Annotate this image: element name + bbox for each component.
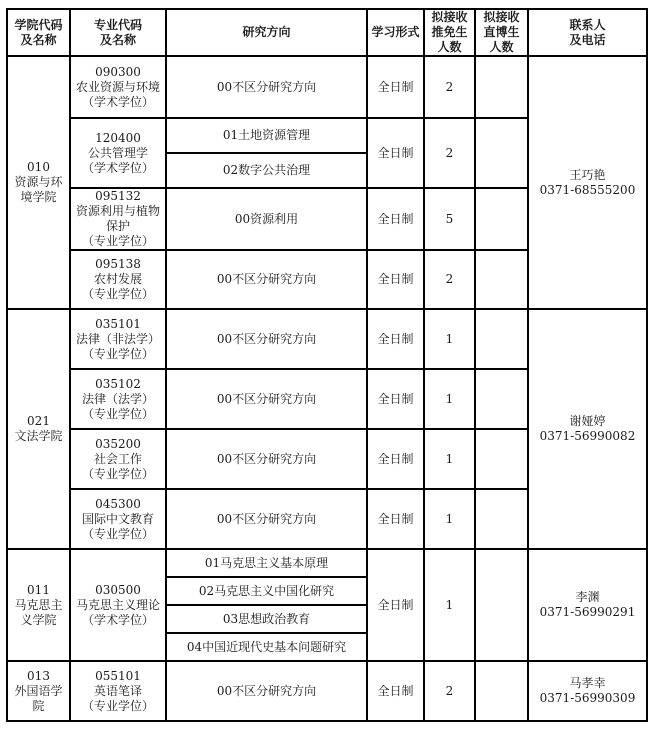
- exempt-count: 1: [424, 309, 475, 369]
- direction-cell: 00不区分研究方向: [166, 309, 367, 369]
- admission-table: [6, 8, 648, 722]
- exempt-count: 1: [424, 549, 475, 661]
- direction-cell: 01马克思主义基本原理: [166, 549, 367, 577]
- mode-cell: 全日制: [367, 118, 424, 188]
- exempt-count: 5: [424, 188, 475, 250]
- exempt-count: 1: [424, 429, 475, 489]
- college-cell: 010 资源与环 境学院: [7, 56, 70, 309]
- major-cell: 045300 国际中文教育 （专业学位）: [70, 489, 166, 549]
- college-cell: 013 外国语学 院: [7, 661, 70, 721]
- exempt-count: 1: [424, 489, 475, 549]
- college-cell: 011 马克思主 义学院: [7, 549, 70, 661]
- direct-phd-count: [475, 369, 528, 429]
- direction-cell: 00资源利用: [166, 188, 367, 250]
- major-cell: 120400 公共管理学 （学术学位）: [70, 118, 166, 188]
- direction-cell: 00不区分研究方向: [166, 661, 367, 721]
- table-row: [7, 309, 647, 369]
- table-row: [7, 661, 647, 721]
- contact-cell: 王巧艳 0371-68555200: [528, 56, 647, 309]
- direction-cell: 00不区分研究方向: [166, 489, 367, 549]
- header-college: 学院代码 及名称: [7, 9, 70, 56]
- mode-cell: 全日制: [367, 429, 424, 489]
- contact-cell: 李渊 0371-56990291: [528, 549, 647, 661]
- college-cell: 021 文法学院: [7, 309, 70, 549]
- major-cell: 095132 资源利用与植物 保护 （专业学位）: [70, 188, 166, 250]
- header-direction: 研究方向: [166, 9, 367, 56]
- direction-cell: 01土地资源管理: [166, 118, 367, 153]
- direct-phd-count: [475, 549, 528, 661]
- mode-cell: 全日制: [367, 661, 424, 721]
- direct-phd-count: [475, 309, 528, 369]
- major-cell: 090300 农业资源与环境 （学术学位）: [70, 56, 166, 118]
- direction-cell: 02马克思主义中国化研究: [166, 577, 367, 605]
- mode-cell: 全日制: [367, 489, 424, 549]
- exempt-count: 1: [424, 369, 475, 429]
- direction-cell: 00不区分研究方向: [166, 250, 367, 309]
- direct-phd-count: [475, 118, 528, 188]
- direct-phd-count: [475, 661, 528, 721]
- contact-cell: 谢娅婷 0371-56990082: [528, 309, 647, 549]
- major-cell: 095138 农村发展 （专业学位）: [70, 250, 166, 309]
- table-row: [7, 56, 647, 118]
- mode-cell: 全日制: [367, 549, 424, 661]
- direction-cell: 02数字公共治理: [166, 153, 367, 188]
- mode-cell: 全日制: [367, 309, 424, 369]
- mode-cell: 全日制: [367, 56, 424, 118]
- header-row: [7, 9, 647, 56]
- direction-cell: 04中国近现代史基本问题研究: [166, 633, 367, 661]
- header-exempt: 拟接收 推免生 人数: [424, 9, 475, 56]
- major-cell: 035102 法律（法学） （专业学位）: [70, 369, 166, 429]
- exempt-count: 2: [424, 661, 475, 721]
- mode-cell: 全日制: [367, 369, 424, 429]
- exempt-count: 2: [424, 118, 475, 188]
- exempt-count: 2: [424, 250, 475, 309]
- direct-phd-count: [475, 188, 528, 250]
- direction-cell: 00不区分研究方向: [166, 56, 367, 118]
- major-cell: 035101 法律（非法学） （专业学位）: [70, 309, 166, 369]
- direction-cell: 00不区分研究方向: [166, 369, 367, 429]
- header-major: 专业代码 及名称: [70, 9, 166, 56]
- direct-phd-count: [475, 489, 528, 549]
- exempt-count: 2: [424, 56, 475, 118]
- direction-cell: 00不区分研究方向: [166, 429, 367, 489]
- major-cell: 035200 社会工作 （专业学位）: [70, 429, 166, 489]
- contact-cell: 马孝幸 0371-56990309: [528, 661, 647, 721]
- table-row: [7, 549, 647, 577]
- major-cell: 055101 英语笔译 （专业学位）: [70, 661, 166, 721]
- mode-cell: 全日制: [367, 188, 424, 250]
- header-direct-phd: 拟接收 直博生 人数: [475, 9, 528, 56]
- direct-phd-count: [475, 250, 528, 309]
- header-contact: 联系人 及电话: [528, 9, 647, 56]
- direct-phd-count: [475, 429, 528, 489]
- header-mode: 学习形式: [367, 9, 424, 56]
- direct-phd-count: [475, 56, 528, 118]
- major-cell: 030500 马克思主义理论 （学术学位）: [70, 549, 166, 661]
- direction-cell: 03思想政治教育: [166, 605, 367, 633]
- mode-cell: 全日制: [367, 250, 424, 309]
